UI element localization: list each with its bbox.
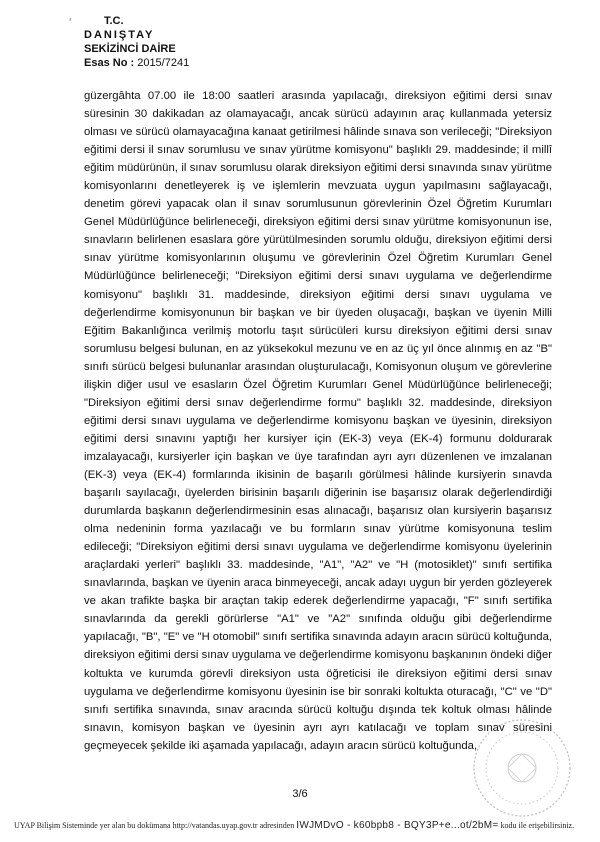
document-header bbox=[84, 14, 189, 70]
footer-text: UYAP Bilişim Sisteminde yer alan bu dokümana http://vatandas.uyap.gov.tr adresinden bbox=[14, 821, 295, 830]
page-footer bbox=[14, 820, 574, 831]
case-number-value: 2015/7241 bbox=[137, 57, 190, 69]
institution-name: DANIŞTAY bbox=[84, 29, 155, 41]
court-seal-stamp bbox=[468, 714, 576, 822]
republic-label: T.C. bbox=[104, 15, 124, 27]
verification-code: IWJMDvO - k60bpb8 - BQY3P+e...ot/2bM= bbox=[296, 820, 499, 831]
case-number bbox=[84, 56, 189, 70]
case-number-label: Esas No : bbox=[84, 57, 135, 69]
footer-suffix: kodu ile erişebilirsiniz. bbox=[500, 821, 575, 830]
chamber-name: SEKİZİNCİ DAİRE bbox=[84, 43, 176, 55]
page-number: 3/6 bbox=[292, 788, 308, 800]
decision-body bbox=[84, 87, 552, 755]
body-paragraph: güzergâhta 07.00 ile 18:00 saatleri arasında yapılacağı, direksiyon eğitimi dersi sınav süresinin 30 dakikadan az olamayacağı, ancak sürücü adayının araç kullanmada yetersiz olması ve sürücü olamayacağına kanaat getirilmesi hâlinde sınava son verileceği; "Direksiyon eğitimi dersi il sınav sorumlusu ve sınav yürütme komisyonu" başlıklı 29. maddesinde; il millî eğitim müdürünün, il sınav sorumlusu olarak direksiyon eğitimi dersi sınavında sınav yürütme komisyonlarını denetleyerek iş ve işlemlerin mevzuata uygun yapılmasını sağlayacağı, denetim görevi yapacak olan il sınav sorumlusunun görevlerinin Özel Öğretim Kurumları Genel Müdürlüğünce belirleneceği, direksiyon eğitimi dersi sınav yürütme komisyonunun ise, sınavların belirlenen esaslara göre yürütülmesinden sorumlu olduğu, direksiyon eğitimi dersi sınav yürütme komisyonlarının oluşumu ve görevlerinin Özel Öğretim Kurumları Genel Müdürlüğünce belirleneceği; "Direksiyon eğitimi dersi sınavı uygulama ve değerlendirme komisyonu" başlıklı 31. maddesinde, direksiyon eğitimi dersi sınavı uygulama ve değerlendirme komisyonunun bir başkan ve bir üyeden oluşacağı, başkan ve üyenin Milli Eğitim Bakanlığınca verilmiş motorlu taşıt sürücüleri kursu direksiyon eğitimi dersi sınav sorumlusu belgesi bulunan, en az yüksekokul mezunu ve en az üç yıl önce alınmış en az "B" sınıfı sürücü belgesi bulunanlar arasından oluşturulacağı, Komisyonun oluşum ve görevlerine ilişkin diğer usul ve esasların Özel Öğretim Kurumları Genel Müdürlüğünce belirleneceği; "Direksiyon eğitimi dersi sınav değerlendirme formu" başlıklı 32. maddesinde, direksiyon eğitimi dersi sınavı uygulama ve değerlendirme komisyonu başkan ve üyesinin, direksiyon eğitimi dersi sınavını yaptığı her kursiyer için (EK-3) veya (EK-4) formunu doldurarak imzalayacağı, kursiyerler için başkan ve üye tarafından ayrı ayrı düzenlenen ve imzalanan (EK-3) veya (EK-4) formlarında ikisinin de başarılı görülmesi hâlinde kursiyerin sınavda başarılı sayılacağı, üyelerden birisinin başarılı diğerinin ise başarısız olarak değerlendirdiği durumlarda başkanın değerlendirmesinin esas alınacağı, başarısız olan kursiyerin başarısız olma nedeninin forma yazılacağı ve bu formların sınav yürütme komisyonuna teslim edileceği; "Direksiyon eğitimi dersi sınavı uygulama ve değerlendirme komisyonu üyelerinin araçlardaki yerleri" başlıklı 33. maddesinde, "A1", "A2" ve "H (motosiklet)" sınıfı sertifika sınavlarında, başkan ve üyenin araca binmeyeceği, ancak adayı uygun bir yerden gözleyerek ve akan trafikte başka bir araçtan takip ederek değerlendirme yapacağı, "F" sınıfı sertifika sınavlarında da gerekli görürlerse "A1" ve "A2" sınıfında olduğu gibi değerlendirme yapılacağı, "B", "E" ve "H otomobil" sınıfı sertifika sınavında adayın aracın sürücü koltuğunda, direksiyon eğitimi dersi sınav uygulama ve değerlendirme komisyonu başkanının öndeki diğer koltukta ve kurumda görevli direksiyon usta öğreticisi ile direksiyon eğitimi dersi sınav uygulama ve değerlendirme komisyonu üyesinin ise bir sonraki koltukta oturacağı, "C" ve "D" sınıfı sertifika sınavında, sınav aracında sürücü koltuğu dışında tek koltuk olması hâlinde sınavın, komisyon başkan ve üyesinin ayrı ayrı katılacağı ve toplam sınav süresini geçmeyecek şekilde iki aşamada yapılacağı, adayın aracın sürücü koltuğunda, bbox=[84, 90, 552, 752]
